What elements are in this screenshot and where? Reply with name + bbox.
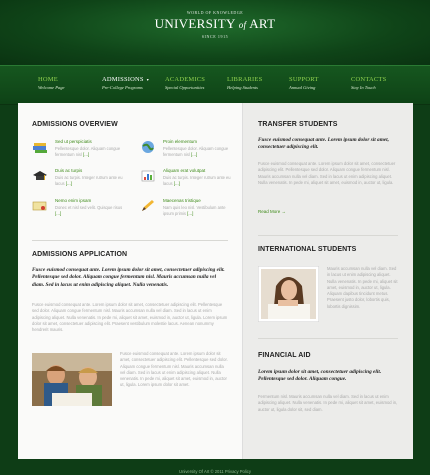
read-more-label: Read More xyxy=(258,209,281,214)
logo-since: SINCE 1915 xyxy=(201,34,229,39)
overview-heading: ADMISSIONS OVERVIEW xyxy=(32,121,118,128)
international-text: Mauris accumsan nulla vel diam. Sed in lacus ut enim adipiscing aliquet. Nulla venenatis. In pede mi, aliquet sit amet, euismod in, auctor ut, ligula. Aliquam dapibus tincidunt metus. Praesent justo dolor, lobortis quis, lobortis dignissim. xyxy=(327,266,398,309)
site-header xyxy=(0,0,430,65)
aid-heading: FINANCIAL AID xyxy=(258,352,311,359)
read-more-link[interactable] xyxy=(258,209,286,214)
overview-item-body: Duis ac turpis. Integer rutrum ante eu lacus xyxy=(163,175,231,186)
nav-title: SUPPORT xyxy=(289,76,319,83)
overview-item-body: Duis ac turpis. Integer rutrum ante eu lacus xyxy=(55,175,123,186)
graduation-cap-icon xyxy=(32,169,48,183)
overview-item-body: Pellentesque dolor. Aliquam congue fermentum nisl xyxy=(55,146,121,157)
overview-item-title[interactable]: Maecenas tristique xyxy=(163,198,201,203)
nav-title: HOME xyxy=(38,76,58,83)
divider xyxy=(258,338,398,339)
student-photo xyxy=(258,266,319,322)
divider xyxy=(32,240,228,241)
nav-subtitle: Welcome Page xyxy=(38,85,65,90)
logo-name-post: ART xyxy=(249,16,276,31)
pencil-icon xyxy=(140,199,156,213)
more-link[interactable]: [...] xyxy=(83,151,90,157)
application-paragraph: Fusce euismod consequat ante. Lorem ipsum dolor sit amet, consectetuer adipiscing elit. Pellentesque sed dolor. Aliquam congue fermentum nisl. Mauris accumsan nulla vel diam. Sed in lacus ut enim adipiscing aliquet. Nulla venenatis. In pede mi, aliquet sit amet, euismod in, auctor ut, ligula. Lorem ipsum dolor sit amet, consectetuer adipiscing elit. Praesent vestibulum molestie lacus. Aenean nonummy hendrerit mauris. xyxy=(32,302,228,333)
more-link[interactable]: [...] xyxy=(65,180,72,186)
footer-text[interactable]: University Of Art © 2011 Privacy Policy xyxy=(179,469,251,474)
overview-item-text xyxy=(55,205,123,216)
overview-item-title[interactable]: Duis ac turpis xyxy=(55,168,83,173)
nav-subtitle: Pre-College Programs xyxy=(102,85,143,90)
logo-name-of: of xyxy=(238,20,247,30)
chevron-down-icon: ▾ xyxy=(146,77,149,82)
chart-icon xyxy=(140,169,156,183)
nav-title: LIBRARIES xyxy=(227,76,263,83)
overview-item xyxy=(140,198,235,228)
page-content xyxy=(18,103,412,459)
nav-item-home[interactable] xyxy=(38,76,64,90)
logo-tagline: WORLD OF KNOWLEDGE xyxy=(186,10,244,15)
nav-title: ACADEMICS xyxy=(165,76,206,83)
overview-item-text xyxy=(163,205,231,216)
nav-subtitle: Helping Students xyxy=(227,85,258,90)
overview-item-body: Pellentesque dolor. Aliquam congue fermentum nisl xyxy=(163,146,229,157)
main-column xyxy=(18,103,242,459)
logo-name xyxy=(0,15,430,34)
overview-item-title[interactable]: Nemo enim ipsam xyxy=(55,198,92,203)
more-link[interactable]: [...] xyxy=(187,210,194,216)
overview-item xyxy=(32,139,127,169)
overview-item xyxy=(140,139,235,169)
overview-item-text xyxy=(55,146,123,157)
more-link[interactable]: [...] xyxy=(55,210,62,216)
divider xyxy=(258,235,398,236)
overview-item-body: Donec et nisl sed velit. Quisque risus xyxy=(55,205,123,210)
transfer-text: Fusce euismod consequat ante. Lorem ipsum dolor sit amet, consectetuer adipiscing elit. Pellentesque sed dolor. Aliquam congue fermentum nisl. Mauris accumsan nulla vel diam. Sed in lacus ut enim adipiscing aliquet. Nulla venenatis. In pede mi, aliquet sit amet, euismod in, auctor ut, ligula. xyxy=(258,161,396,185)
nav-item-contacts[interactable] xyxy=(351,76,386,90)
certificate-icon xyxy=(32,199,48,213)
nav-item-admissions[interactable] xyxy=(102,76,149,90)
students-photo xyxy=(32,353,112,406)
nav-subtitle: Stay In Touch xyxy=(351,85,376,90)
application-paragraph-2: Fusce euismod consequat ante. Lorem ipsum dolor sit amet, consectetuer adipiscing elit. Pellentesque sed dolor. Aliquam congue fermentum nisl. Mauris accumsan nulla vel diam. Sed in lacus ut enim adipiscing aliquet. Nulla venenatis. In pede mi, aliquet sit amet, euismod in, auctor ut, ligula. Lorem ipsum dolor sit amet. xyxy=(120,351,228,388)
more-link[interactable]: [...] xyxy=(173,180,180,186)
application-lead: Fusce euismod consequat ante. Lorem ipsum dolor sit amet, consectetuer adipiscing elit. Pellentesque sed dolor. Aliquam congue fermentum nisl. Mauris accumsan nulla vel diam. Sed in lacus ut enim adipiscing aliquet. Nulla venenatis. xyxy=(32,267,225,288)
overview-item xyxy=(32,168,127,198)
overview-item-title[interactable]: Proin elementum xyxy=(163,139,198,144)
international-heading: INTERNATIONAL STUDENTS xyxy=(258,246,357,253)
sidebar xyxy=(242,103,413,459)
site-footer xyxy=(0,459,430,475)
nav-item-support[interactable] xyxy=(289,76,319,90)
more-link[interactable]: [...] xyxy=(191,151,198,157)
nav-item-libraries[interactable] xyxy=(227,76,262,90)
nav-subtitle: Special Opportunities xyxy=(165,85,205,90)
overview-item xyxy=(140,168,235,198)
aid-lead: Lorem ipsum dolor sit amet, consectetuer adipiscing elit. Pellentesque sed dolor. Aliquam congue. xyxy=(258,369,382,383)
books-icon xyxy=(32,140,48,154)
transfer-heading: TRANSFER STUDENTS xyxy=(258,121,338,128)
nav-title: ADMISSIONS xyxy=(102,76,144,83)
arrow-right-icon: → xyxy=(281,209,287,214)
overview-item-title[interactable]: Aliquam erat volutpat xyxy=(163,168,206,173)
overview-item xyxy=(32,198,127,228)
nav-item-academics[interactable] xyxy=(165,76,205,90)
overview-item-body: Nam quis leo nisl. Vestibulum ante ipsum primis xyxy=(163,205,226,216)
aid-text: Fermentum nisl. Mauris accumsan nulla vel diam. Sed in lacus ut enim adipiscing aliquet. Nulla venenatis. In pede mi, aliquet sit amet, euismod in, auctor ut, ligula dolor sit, sed diam. xyxy=(258,394,398,412)
overview-item-text xyxy=(163,175,231,186)
transfer-lead: Fusce euismod consequat ante. Lorem ipsum dolor sit amet, consectetuer adipiscing elit. xyxy=(258,137,389,151)
overview-item-title[interactable]: Sed ut perspiciatis xyxy=(55,139,92,144)
application-heading: ADMISSIONS APPLICATION xyxy=(32,251,128,258)
nav-subtitle: Annual Giving xyxy=(289,85,316,90)
overview-item-text xyxy=(55,175,123,186)
university-logo[interactable] xyxy=(0,10,430,39)
globe-icon xyxy=(140,140,156,154)
overview-item-text xyxy=(163,146,231,157)
logo-name-pre: UNIVERSITY xyxy=(154,16,236,31)
main-nav xyxy=(0,65,430,105)
nav-title: CONTACTS xyxy=(351,76,387,83)
